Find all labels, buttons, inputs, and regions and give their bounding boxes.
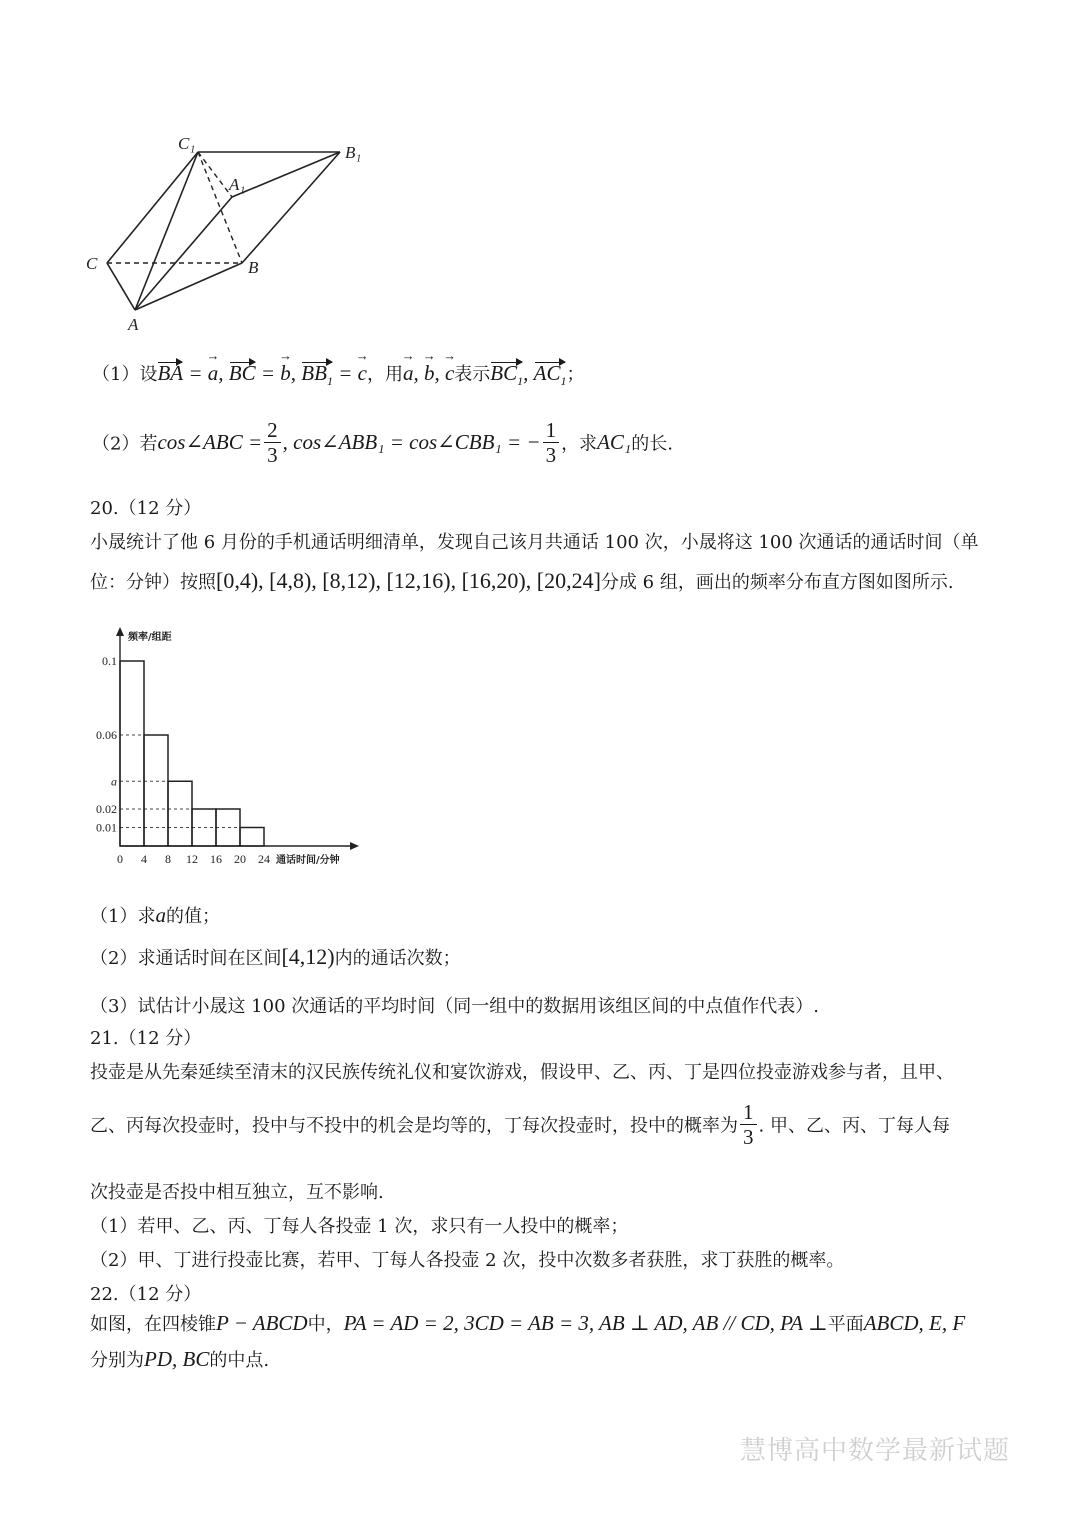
q19-p2-cos1: cos∠ABC = [157,430,263,454]
histogram-bar [168,781,192,846]
y-tick-label: 0.06 [96,728,117,742]
q19-p2-cos2: , cos∠ABB₁ = cos∠CBB₁ = − [282,430,541,454]
edge-a1a [135,197,232,310]
q22-line1 [90,1310,965,1336]
q21-heading: 21.（12 分） [90,1028,202,1049]
x-tick-label: 24 [258,852,270,866]
q21-line2-suffix: . 甲、乙、丙、丁每人每 [758,1115,950,1137]
watermark-text: 慧博高中数学最新试题 [740,1436,1011,1466]
q22-plane: 平面 [827,1314,864,1335]
prism-figure [80,128,380,338]
q19-p1-vars: → a, → b, → c [403,361,454,385]
edge-ca [107,263,135,310]
q20-line1: 小晟统计了他 6 月份的手机通话明细清单，发现自己该月共通话 100 次，小晟将这 100 次通话的通话时间（单 [90,532,979,553]
q22-line1-mid: 中， [307,1314,344,1335]
q20-line2-suffix: 分成 6 组，画出的频率分布直方图如图所示. [600,572,954,593]
histogram-bar [144,735,168,846]
edge-c1b-dashed [198,152,242,263]
q19-part2 [92,418,673,467]
q19-p1-end: ； [566,364,585,385]
q22-cond: PA = AD = 2, 3CD = AB = 3, AB ⊥ AD, AB // CD, PA ⊥ [343,1311,828,1335]
edge-c1c [107,152,198,263]
y-tick-label: a [111,774,117,789]
q22-heading: 22.（12 分） [90,1284,202,1305]
q19-p2-tail: ，求 [561,433,598,455]
edge-b1a1 [232,152,340,197]
x-tick-label: 0 [117,852,123,866]
frequency-histogram [88,620,368,885]
q19-p1-target: $BC_1$, $AC_1$ [490,361,567,389]
q19-p1-eq: BA = → a, BC = → b, $BB_1$ = → c [157,361,367,385]
x-tick-label: 8 [165,852,171,866]
x-tick-label: 12 [186,852,198,866]
q22-line2-prefix: 分别为 [90,1350,144,1371]
x-axis-label: 通话时间/分钟 [276,855,340,866]
y-tick-label: 0.1 [102,654,117,668]
q21-line2-prefix: 乙、丙每次投壶时，投中与不投中的机会是均等的，丁每次投壶时，投中的概率为 [90,1115,738,1137]
q22-tail: ABCD, E, F [863,1311,966,1335]
q21-line1: 投壶是从先秦延续至清末的汉民族传统礼仪和宴饮游戏，假设甲、乙、丙、丁是四位投壶游戏参与者，且甲、 [90,1062,954,1083]
q21-line2 [90,1100,950,1149]
label-a1: A₁ [229,175,246,194]
x-tick-label: 16 [210,852,222,866]
q20-intervals: [0,4), [4,8), [8,12), [12,16), [16,20), [20,24] [216,568,601,593]
label-b: B [248,258,259,277]
y-axis-arrow-icon [116,627,124,636]
q19-p1-mid: ，用 [366,364,403,385]
q20-s1-var: a [155,903,166,927]
histogram-bar [120,661,144,846]
label-b1: B₁ [345,143,362,162]
q19-p2-target: AC₁ [597,430,632,454]
q20-sub2 [90,944,461,970]
q19-p2-prefix: （2）若 [92,433,158,455]
q20-sub3: （3）试估计小晟这 100 次通话的平均时间（同一组中的数据用该组区间的中点值作代表）. [90,996,819,1017]
x-axis-arrow-icon [350,842,359,850]
q22-points: PD, BC [144,1347,210,1371]
x-tick-label: 4 [141,852,147,866]
q22-pyramid: P − ABCD [216,1311,308,1335]
q19-part1 [92,360,584,389]
q20-line2 [90,568,954,594]
q21-sub1: （1）若甲、乙、丙、丁每人各投壶 1 次，求只有一人投中的概率； [90,1216,629,1237]
q21-line3: 次投壶是否投中相互独立，互不影响. [90,1182,384,1203]
label-c: C [86,254,98,273]
q22-line2 [90,1346,269,1372]
q19-p2-end: 的长. [631,433,673,455]
q22-line1-prefix: 如图，在四棱锥 [90,1314,216,1335]
y-tick-label: 0.01 [96,820,117,835]
q19-p1-tail: 表示 [454,364,491,385]
q20-s2-interval: [4,12) [281,944,335,969]
q20-s2-suffix: 内的通话次数； [334,948,461,969]
q20-sub1 [90,902,220,928]
q20-heading: 20.（12 分） [90,498,202,519]
label-a: A [128,315,139,334]
y-tick-label: 0.02 [96,802,117,816]
q21-sub2: （2）甲、丁进行投壶比赛，若甲、丁每人各投壶 2 次，投中次数多者获胜，求丁获胜的概率。 [90,1250,845,1271]
q20-s1-suffix: 的值； [165,906,220,927]
q21-frac: $\frac{1}{3}$ [740,1100,757,1149]
label-c1: C₁ [178,134,196,153]
q20-s2-prefix: （2）求通话时间在区间 [90,948,282,969]
edge-c1a1-dashed [198,152,232,197]
q20-s1-prefix: （1）求 [90,906,156,927]
q20-line2-prefix: 位：分钟）按照 [90,572,216,593]
y-axis-label: 频率/组距 [128,632,172,643]
histogram-bar [240,828,264,847]
x-tick-label: 20 [234,852,246,866]
q22-line2-suffix: 的中点. [209,1350,270,1371]
edge-b1b [242,152,340,263]
q19-p1-prefix: （1）设 [92,364,158,385]
q19-p2-frac1: $\frac{2}{3}$ [264,418,281,467]
q19-p2-frac2: $\frac{1}{3}$ [543,418,560,467]
